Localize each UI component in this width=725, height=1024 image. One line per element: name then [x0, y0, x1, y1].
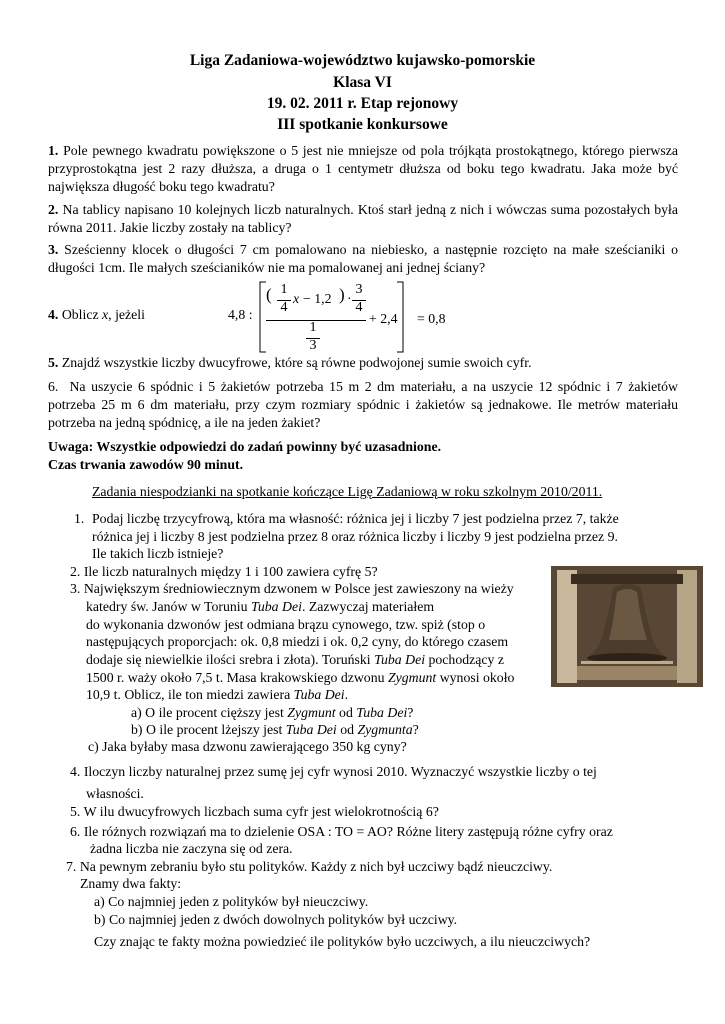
task-number: 2.	[48, 202, 59, 217]
task-text: Na uszycie 6 spódnic i 5 żakietów potrzeba 15 m 2 dm materiału, a na uszycie 12 spódnic i 7 żakietów potrzeba 25 m 6 dm materiału, przy czym rozmiary spódnic i żakietów są jednakowe. Ile metrów materiału potrzeba na jedną spódnicę, a ile na jeden żakiet?	[48, 379, 678, 431]
task-3	[48, 241, 678, 277]
class-label: Klasa VI	[333, 74, 392, 91]
equation-x: x	[293, 291, 300, 306]
fact-b: b) Co najmniej jeden z dwóch dowolnych polityków był uczciwy.	[94, 912, 458, 927]
task-line	[86, 669, 514, 687]
task-number: 4.	[70, 764, 81, 779]
page-title: Liga Zadaniowa-województwo kujawsko-pomorskie	[189, 52, 536, 69]
task-text: , jeżeli	[108, 307, 145, 322]
task-1	[48, 142, 678, 197]
task-number: 3.	[70, 581, 81, 596]
task-2	[48, 201, 678, 237]
task-text: Oblicz	[61, 307, 103, 322]
fraction-3-numerator: 1	[309, 320, 317, 335]
note-justification: Uwaga: Wszystkie odpowiedzi do zadań powinny być uzasadnione.	[48, 439, 442, 454]
task-text: katedry św. Janów w Toruniu	[86, 599, 251, 614]
task-text: b) O ile procent lżejszy jest	[131, 722, 286, 737]
paren-close: )	[339, 285, 345, 304]
bell-name: Tuba Dei	[250, 599, 302, 614]
fraction-2-denominator: 4	[355, 300, 363, 315]
equation-minus-term: − 1,2	[303, 291, 332, 306]
fraction-2-numerator: 3	[355, 282, 363, 297]
fraction-1-denominator: 4	[280, 300, 288, 315]
fraction-3-denominator: 3	[309, 338, 317, 353]
task-line: Podaj liczbę trzycyfrową, która ma własność: różnica jej i liczby 7 jest podzielna przez 7, także	[92, 511, 619, 526]
task-line	[70, 580, 514, 598]
task-text: .	[344, 687, 349, 702]
task-line	[86, 686, 348, 704]
meeting-label: III spotkanie konkursowe	[277, 116, 448, 133]
task-text: ?	[407, 705, 414, 720]
task-number: 6.	[70, 824, 81, 839]
task-number: 2.	[70, 564, 81, 579]
task-6	[48, 378, 678, 433]
task-text: W ilu dwucyfrowych liczbach suma cyfr jest wielokrotnością 6?	[83, 804, 439, 819]
task-text: 1500 r. waży około 7,5 t. Masa krakowskiego dzwonu	[86, 670, 388, 685]
task-text: ?	[412, 722, 419, 737]
task-text: Iloczyn liczby naturalnej przez sumę jej cyfr wynosi 2010. Wyznaczyć wszystkie liczby o tej	[83, 764, 597, 779]
equation-plus-term: + 2,4	[369, 311, 398, 326]
equation-dot: ·	[347, 291, 352, 306]
fact-a: a) Co najmniej jeden z polityków był nieuczciwy.	[94, 894, 369, 909]
variable-x: x	[102, 307, 109, 322]
bell-name: Zygmunta	[357, 722, 413, 737]
task-text: od	[336, 722, 358, 737]
task-line	[86, 598, 434, 616]
task-text: Znajdź wszystkie liczby dwucyfrowe, które są równe podwojonej sumie swoich cyfr.	[61, 355, 532, 370]
task-text: Ile liczb naturalnych między 1 i 100 zawiera cyfrę 5?	[83, 564, 378, 579]
bell-name: Zygmunt	[387, 670, 437, 685]
subtask-c: c) Jaka byłaby masa dzwonu zawierającego 350 kg cyny?	[88, 739, 407, 754]
task-line	[70, 763, 597, 781]
task-number: 5.	[48, 355, 59, 370]
note-duration: Czas trwania zawodów 90 minut.	[48, 457, 244, 472]
bonus-task-2	[70, 563, 378, 581]
task-text: Na tablicy napisano 10 kolejnych liczb naturalnych. Ktoś starł jedną z nich i wówczas suma pozostałych była równa 2011. Jakie liczby zostały na tablicy?	[48, 202, 678, 236]
bell-name: Zygmunt	[287, 705, 336, 720]
task-text: Ile różnych rozwiązań ma to dzielenie OSA : TO = AO? Różne litery zastępują różne cyfry oraz	[83, 824, 613, 839]
task-line: żadna liczba nie zaczyna się od zera.	[90, 841, 293, 856]
task-line: Znamy dwa fakty:	[80, 876, 182, 891]
bell-name: Tuba Dei	[293, 687, 345, 702]
task-5	[48, 354, 532, 372]
task-line: własności.	[86, 786, 144, 801]
task-text: Pole pewnego kwadratu powiększone o 5 jest nie mniejsze od pola trójkąta prostokątnego, którego pierwsza przyprostokątna jest 2 razy dłuższa, a druga o 1 centymetr dłuższa od boku tego kwadratu. Jaka może być największa długość boku tego kwadratu?	[48, 143, 678, 195]
task-text: Największym średniowiecznym dzwonem w Polsce jest zawieszony na wieży	[83, 581, 514, 596]
equation-lead: 4,8 :	[228, 307, 253, 322]
date-label: 19. 02. 2011 r. Etap rejonowy	[266, 95, 459, 112]
bonus-task-5	[70, 803, 439, 821]
subtask-b	[131, 721, 419, 739]
task-text: 10,9 t. Oblicz, ile ton miedzi zawiera	[86, 687, 294, 702]
task-number: 3.	[48, 242, 59, 257]
task-line: do wykonania dzwonów jest odmiana brązu cynowego, tzw. spiż (stop o	[86, 617, 486, 632]
task-text: . Zazwyczaj materiałem	[301, 599, 435, 614]
bell-name: Tuba Dei	[285, 722, 337, 737]
task-line: różnica jej i liczby 8 jest podzielna przez 8 oraz różnica liczby i liczby 9 jest podzielna przez 9.	[92, 529, 618, 544]
equation-rhs: = 0,8	[417, 311, 446, 326]
question: Czy znając te fakty można powiedzieć ile polityków było uczciwych, a ilu nieuczciwych?	[94, 934, 591, 949]
bonus-title: Zadania niespodzianki na spotkanie kończące Ligę Zadaniową w roku szkolnym 2010/2011.	[92, 484, 603, 499]
task-number: 6.	[48, 379, 59, 394]
task-number: 1.	[74, 511, 85, 526]
task-line	[70, 823, 613, 841]
fraction-1-numerator: 1	[280, 282, 288, 297]
task-line: następujących proporcjach: ok. 0,8 miedzi i ok. 0,2 cyny, do którego czasem	[86, 634, 509, 649]
task-number: 5.	[70, 804, 81, 819]
subtask-a	[131, 704, 413, 722]
task-number: 1.	[48, 143, 59, 158]
task-line: Ile takich liczb istnieje?	[92, 546, 224, 561]
task-number: 7.	[66, 859, 77, 874]
task-text: a) O ile procent cięższy jest	[131, 705, 288, 720]
paren-open: (	[266, 285, 272, 304]
task-text: Sześcienny klocek o długości 7 cm pomalowano na niebiesko, a następnie rozcięto na małe sześcianiki o długości 1cm. Ile małych sześcianików nie ma pomalowanej ani jednej ściany?	[48, 242, 678, 276]
task-line	[66, 858, 552, 876]
task-line	[86, 651, 504, 669]
task-text: dodaje się niewielkie ilości srebra i złota). Toruński	[86, 652, 375, 667]
task-4	[48, 306, 145, 324]
bell-icon	[551, 566, 703, 687]
task-text: pochodzący z	[425, 652, 504, 667]
task-number: 4.	[48, 307, 59, 322]
task-text: wynosi około	[436, 670, 515, 685]
bell-name: Tuba Dei	[356, 705, 408, 720]
task-text: od	[335, 705, 357, 720]
task-text: Na pewnym zebraniu było stu polityków. Każdy z nich był uczciwy bądź nieuczciwy.	[79, 859, 553, 874]
bell-name: Tuba Dei	[374, 652, 426, 667]
